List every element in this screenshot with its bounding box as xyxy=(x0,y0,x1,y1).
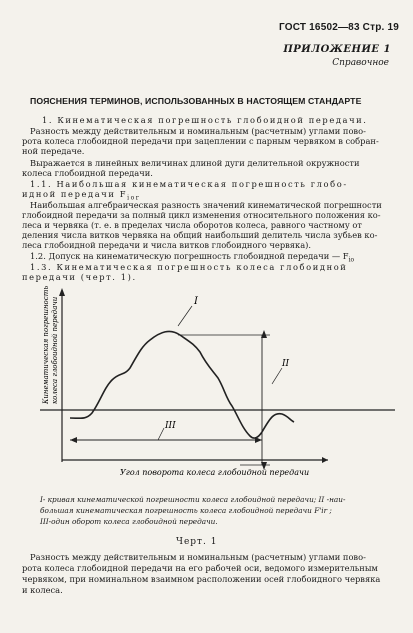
term-1-1-line: деления числа витков червяка на общий наибольший делитель числа зубьев ко- xyxy=(22,230,378,240)
leader-2 xyxy=(272,368,282,384)
y-axis-label-group xyxy=(42,286,59,405)
x-axis-arrow xyxy=(322,457,328,463)
term-1-line: рота колеса глобоидной передачи при зацеплении с парным червяком в собран- xyxy=(22,136,379,146)
footer-line: и колеса. xyxy=(22,585,63,595)
term-1-2: 1.2. Допуск на кинематическую погрешность глобоидной передачи — $F_{io}$ xyxy=(30,251,355,264)
x-axis-label: Угол поворота колеса глобоидной передачи xyxy=(120,468,310,477)
term-1-1-line: леса и червяка (т. е. в пределах числа оборотов колеса, равного частному от xyxy=(22,220,362,230)
footer-line: червяком, при номинальном взаимном расположении осей глобоидного червяка xyxy=(22,574,381,584)
y-axis-arrow xyxy=(59,288,65,296)
figure-caption-line: I- кривая кинематической погрешности колеса глобоидной передачи; II -наи- xyxy=(40,495,346,504)
term-1-heading: 1. Кинематическая погрешность глобоидной передачи. xyxy=(42,115,368,125)
figure-chart xyxy=(0,280,413,495)
leader-3 xyxy=(158,428,164,440)
term-1-line: Разность между действительным и номинальным (расчетным) углами пово- xyxy=(30,126,366,136)
term-1-1-line: леса глобоидной передачи и числа витков глобоидного червяка). xyxy=(22,240,312,250)
term-1-line: ной передаче. xyxy=(22,146,85,156)
figure-caption-line: III-один оборот колеса глобоидной передачи. xyxy=(40,517,218,526)
error-curve xyxy=(70,331,294,438)
appendix-title: ПРИЛОЖЕНИЕ 1 xyxy=(283,44,391,55)
marker-i: I xyxy=(194,296,198,307)
appendix-ref: Справочное xyxy=(332,58,389,68)
term-1-3-heading: 1.3. Кинематическая погрешность колеса глобоидной xyxy=(30,262,348,272)
y-axis-label: колеса глобоидной передачи xyxy=(51,296,59,404)
footer-line: Разность между действительным и номинальным (расчетным) углами пово- xyxy=(30,552,366,562)
term-1-1-line: Наибольшая алгебраическая разность значений кинематической погрешности xyxy=(30,200,382,210)
footer-line: рота колеса глобоидной передачи на его рабочей оси, ведомого измерительным xyxy=(22,563,378,573)
y-axis-label: Кинематическая погрешность xyxy=(42,285,50,404)
standard-header: ГОСТ 16502—83 Стр. 19 xyxy=(279,22,399,33)
term-1-line: Выражается в линейных величинах длиной дуги делительной окружности xyxy=(30,158,360,168)
figure-caption-line: большая кинематическая погрешность колеса глобоидной передачи F'ir ; xyxy=(40,506,332,515)
figure-title: Черт. 1 xyxy=(176,537,218,547)
section-title: ПОЯСНЕНИЯ ТЕРМИНОВ, ИСПОЛЬЗОВАННЫХ В НАСТОЯЩЕМ СТАНДАРТЕ xyxy=(30,96,362,106)
term-1-3-heading-cont: передачи (черт. 1). xyxy=(22,272,137,282)
marker-iii: III xyxy=(165,421,176,431)
term-1-1-heading: 1.1. Наибольшая кинематическая погрешность глобо- xyxy=(30,179,348,189)
term-1-line: колеса глобоидной передачи. xyxy=(22,168,153,178)
leader-1 xyxy=(178,306,192,326)
term-1-1-line: глобоидной передачи за полный цикл изменения относительного положения ко- xyxy=(22,210,381,220)
marker-ii: II xyxy=(282,359,290,369)
term-1-1-heading-cont: идной передачи $F_{ior}$ xyxy=(22,189,141,202)
